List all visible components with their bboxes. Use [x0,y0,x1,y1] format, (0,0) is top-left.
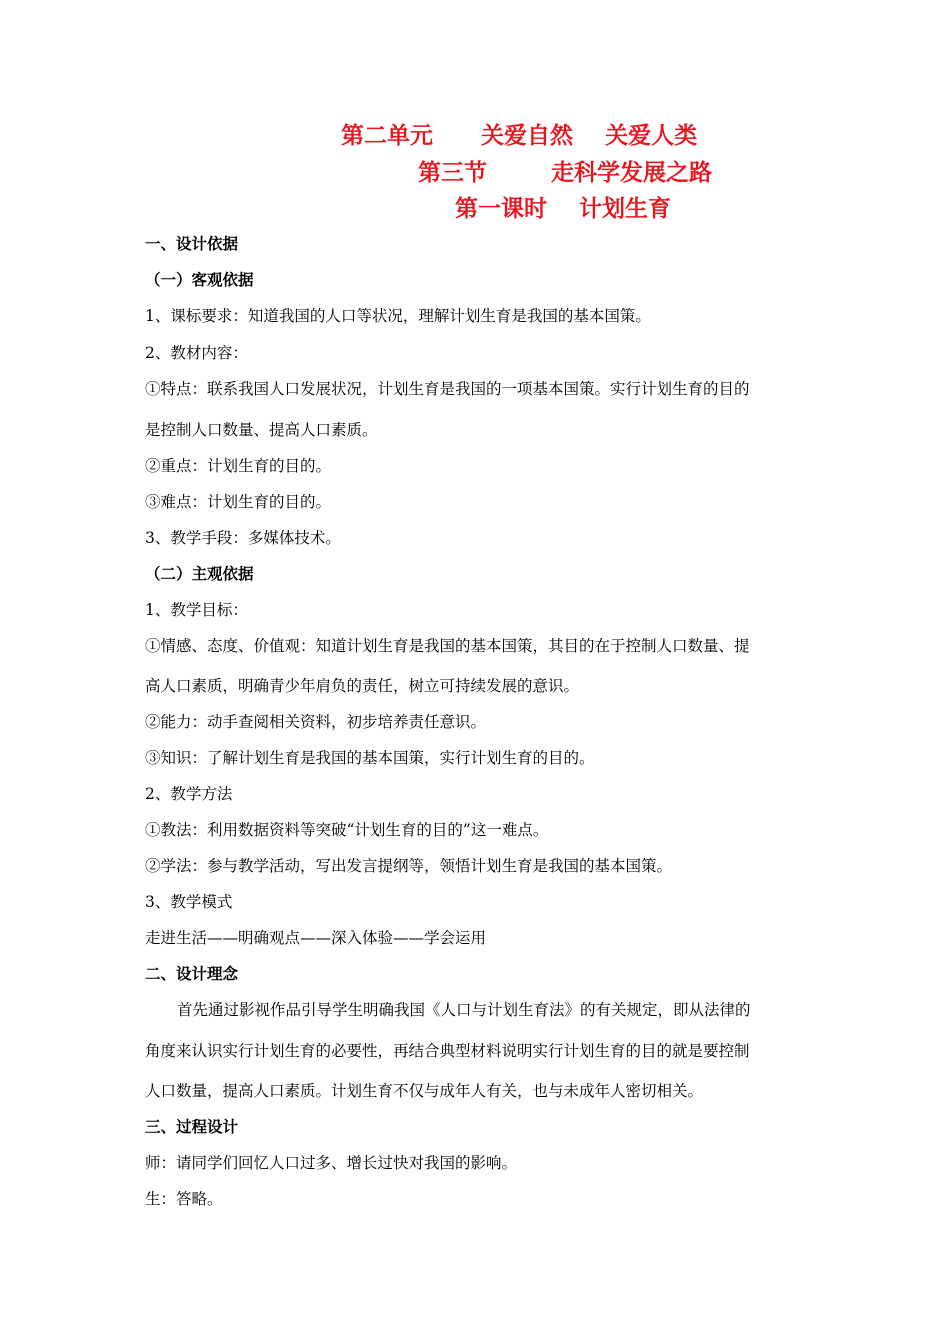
text-line: ②学法：参与教学活动，写出发言提纲等，领悟计划生育是我国的基本国策。 [145,857,673,875]
subheading-objective-basis: （一）客观依据 [145,271,254,289]
heading-process-design: 三、过程设计 [145,1118,239,1136]
unit-title: 第二单元 关爱自然 关爱人类 [341,123,698,149]
lesson-title: 第一课时 计划生育 [455,196,672,222]
section-title: 第三节 走科学发展之路 [418,160,713,186]
text-line: ③难点：计划生育的目的。 [145,493,332,511]
heading-design-basis: 一、设计依据 [145,235,239,253]
text-line: 是控制人口数量、提高人口素质。 [145,421,378,439]
text-line: 走进生活——明确观点——深入体验——学会运用 [145,929,487,947]
paragraph-line: 人口数量，提高人口素质。计划生育不仅与成年人有关，也与未成年人密切相关。 [145,1082,704,1100]
text-line: ①教法：利用数据资料等突破“计划生育的目的”这一难点。 [145,821,549,839]
paragraph-line: 角度来认识实行计划生育的必要性，再结合典型材料说明实行计划生育的目的就是要控制 [145,1042,750,1060]
text-line: 3、教学手段：多媒体技术。 [145,529,341,547]
text-line: ③知识：了解计划生育是我国的基本国策，实行计划生育的目的。 [145,749,595,767]
paragraph-line: 首先通过影视作品引导学生明确我国《人口与计划生育法》的有关规定，即从法律的 [177,1001,751,1019]
text-line: 2、教学方法 [145,785,233,803]
text-line: ②重点：计划生育的目的。 [145,457,332,475]
subheading-subjective-basis: （二）主观依据 [145,565,254,583]
heading-design-concept: 二、设计理念 [145,965,239,983]
text-line: 2、教材内容： [145,344,248,362]
text-line: ①情感、态度、价值观：知道计划生育是我国的基本国策，其目的在于控制人口数量、提 [145,637,750,655]
text-line: 生：答略。 [145,1190,223,1208]
text-line: 1、课标要求：知道我国的人口等状况，理解计划生育是我国的基本国策。 [145,307,651,325]
text-line: 3、教学模式 [145,893,233,911]
text-line: 1、教学目标： [145,601,248,619]
text-line: ①特点：联系我国人口发展状况，计划生育是我国的一项基本国策。实行计划生育的目的 [145,380,750,398]
text-line: 高人口素质，明确青少年肩负的责任，树立可持续发展的意识。 [145,677,580,695]
text-line: 师：请同学们回忆人口过多、增长过快对我国的影响。 [145,1154,518,1172]
text-line: ②能力：动手查阅相关资料，初步培养责任意识。 [145,713,487,731]
